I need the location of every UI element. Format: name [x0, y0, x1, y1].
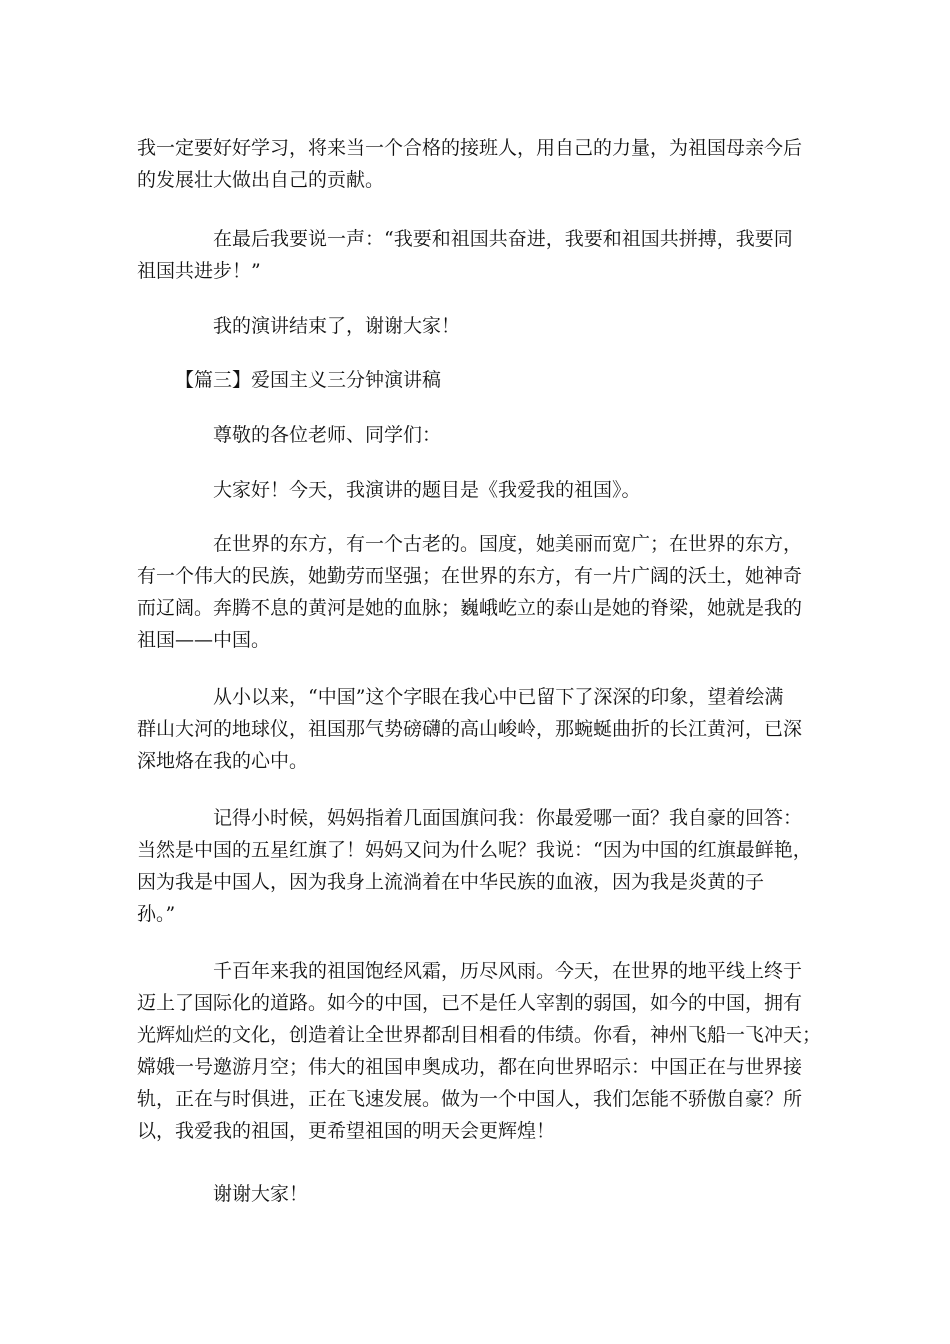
text-line: 谢谢大家！ — [213, 1183, 309, 1205]
paragraph-east — [137, 528, 813, 656]
paragraph-intro — [137, 474, 813, 506]
text-line: 千百年来我的祖国饱经风霜，历尽风雨。今天，在世界的地平线上终于 — [213, 960, 803, 982]
paragraph-final-words — [137, 223, 813, 287]
section-heading — [137, 364, 813, 396]
paragraph-continuation — [137, 132, 813, 196]
paragraph-history — [137, 955, 822, 1147]
paragraph-thanks — [137, 1178, 813, 1210]
text-line: 祖国共进步！” — [137, 260, 261, 282]
text-line: 尊敬的各位老师、同学们： — [213, 424, 442, 446]
text-line: 以，我爱我的祖国，更希望祖国的明天会更辉煌！ — [137, 1120, 556, 1142]
text-line: 光辉灿烂的文化，创造着让全世界都刮目相看的伟绩。你看，神州飞船一飞冲天； — [137, 1024, 822, 1046]
text-line: 的发展壮大做出自己的贡献。 — [137, 169, 385, 191]
paragraph-flag — [137, 802, 813, 930]
text-line: 轨，正在与时俱进，正在飞速发展。做为一个中国人，我们怎能不骄傲自豪？所 — [137, 1088, 803, 1110]
paragraph-closing — [137, 310, 813, 342]
text-line: 我一定要好好学习，将来当一个合格的接班人，用自己的力量，为祖国母亲今后 — [137, 137, 803, 159]
text-line: 在最后我要说一声：“我要和祖国共奋进，我要和祖国共拼搏，我要同 — [213, 228, 793, 250]
text-line: 而辽阔。奔腾不息的黄河是她的血脉；巍峨屹立的泰山是她的脊梁，她就是我的 — [137, 597, 803, 619]
text-line: 孙。” — [137, 903, 176, 925]
text-line: 深地烙在我的心中。 — [137, 750, 309, 772]
paragraph-childhood — [137, 681, 813, 777]
text-line: 大家好！今天，我演讲的题目是《我爱我的祖国》。 — [213, 479, 641, 501]
text-line: 记得小时候，妈妈指着几面国旗问我：你最爱哪一面？我自豪的回答： — [213, 807, 803, 829]
text-line: 嫦娥一号邀游月空；伟大的祖国申奥成功，都在向世界昭示：中国正在与世界接 — [137, 1056, 803, 1078]
text-line: 我的演讲结束了，谢谢大家！ — [213, 315, 461, 337]
text-line: 迈上了国际化的道路。如今的中国，已不是任人宰割的弱国，如今的中国，拥有 — [137, 992, 803, 1014]
text-line: 在世界的东方，有一个古老的。国度，她美丽而宽广；在世界的东方， — [213, 533, 803, 555]
text-line: 从小以来，“中国”这个字眼在我心中已留下了深深的印象，望着绘满 — [213, 686, 784, 708]
text-line: 群山大河的地球仪，祖国那气势磅礴的高山峻岭，那蜿蜒曲折的长江黄河，已深 — [137, 718, 803, 740]
text-line: 有一个伟大的民族，她勤劳而坚强；在世界的东方，有一片广阔的沃土，她神奇 — [137, 565, 803, 587]
text-line: 祖国——中国。 — [137, 629, 271, 651]
section-title: 【篇三】爱国主义三分钟演讲稿 — [175, 369, 442, 391]
paragraph-greeting — [137, 419, 813, 451]
text-line: 因为我是中国人，因为我身上流淌着在中华民族的血液，因为我是炎黄的子 — [137, 871, 765, 893]
text-line: 当然是中国的五星红旗了！妈妈又问为什么呢？我说：“因为中国的红旗最鲜艳， — [137, 839, 812, 861]
